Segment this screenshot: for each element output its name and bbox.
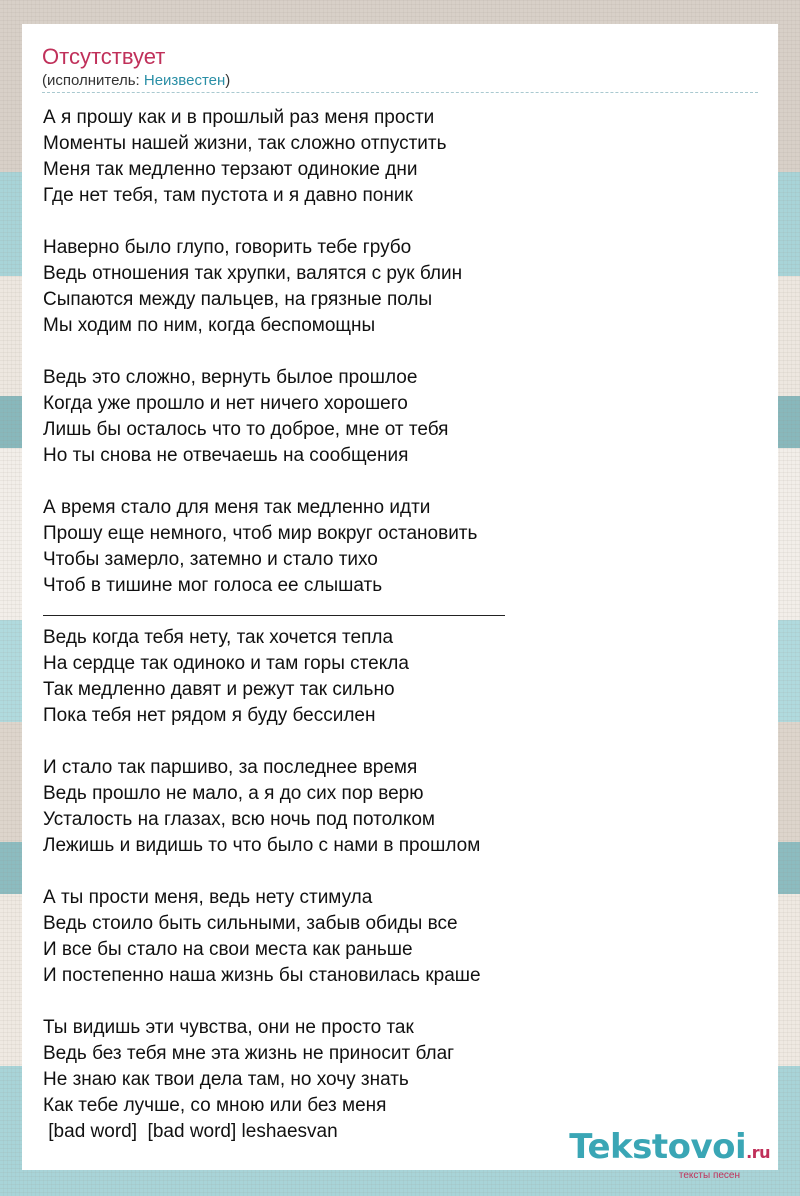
lyric-line: Лишь бы осталось что то доброе, мне от тебя [43, 419, 449, 440]
logo-tld: .ru [746, 1143, 770, 1162]
lyric-line: Наверно было глупо, говорить тебе грубо [43, 237, 412, 258]
site-logo[interactable] [569, 1127, 770, 1181]
lyric-line: Когда уже прошло и нет ничего хорошего [43, 393, 408, 414]
logo-brand [569, 1127, 770, 1170]
stanza-break [43, 469, 743, 495]
lyric-line: Ведь это сложно, вернуть былое прошлое [43, 367, 418, 388]
lyric-line: А я прошу как и в прошлый раз меня прости [43, 107, 435, 128]
lyric-line: Мы ходим по ним, когда беспомощны [43, 315, 376, 336]
lyric-line: Пока тебя нет рядом я буду бессилен [43, 705, 376, 726]
stanza-break [43, 209, 743, 235]
section-rule [43, 599, 743, 625]
lyric-line: И все бы стало на свои места как раньше [43, 939, 413, 960]
lyric-line: Где нет тебя, там пустота и я давно поник [43, 185, 413, 206]
lyric-line: На сердце так одиноко и там горы стекла [43, 653, 409, 674]
logo-tagline: тексты песен [678, 1170, 740, 1181]
lyrics-page [22, 24, 778, 1170]
lyric-line: Сыпаются между пальцев, на грязные полы [43, 289, 433, 310]
stanza-break [43, 859, 743, 885]
lyric-line: Как тебе лучше, со мною или без меня [43, 1095, 387, 1116]
artist-prefix: (исполнитель: [42, 72, 144, 89]
lyric-line: Ведь стоило быть сильными, забыв обиды все [43, 913, 458, 934]
stanza-break [43, 339, 743, 365]
lyric-line: Усталость на глазах, всю ночь под потолком [43, 809, 435, 830]
artist-line [42, 72, 230, 90]
lyric-line: Моменты нашей жизни, так сложно отпустить [43, 133, 447, 154]
lyric-line: Ты видишь эти чувства, они не просто так [43, 1017, 414, 1038]
artist-link[interactable]: Неизвестен [143, 72, 226, 89]
lyric-line: Так медленно давят и режут так сильно [43, 679, 395, 700]
lyric-line: И стало так паршиво, за последнее время [43, 757, 418, 778]
header-divider [42, 92, 758, 93]
stanza-break [43, 729, 743, 755]
lyric-line: Ведь без тебя мне эта жизнь не приносит благ [43, 1043, 455, 1064]
lyric-line: Не знаю как твои дела там, но хочу знать [43, 1069, 409, 1090]
stanza-break [43, 989, 743, 1015]
logo-brand-text: Tekstovoi [569, 1127, 747, 1167]
lyric-line: Меня так медленно терзают одинокие дни [43, 159, 418, 180]
lyrics-text [43, 105, 743, 1145]
lyric-line: Чтобы замерло, затемно и стало тихо [43, 549, 378, 570]
lyric-line: Но ты снова не отвечаешь на сообщения [43, 445, 409, 466]
lyric-line: Прошу еще немного, чтоб мир вокруг остановить [43, 523, 478, 544]
lyric-line: Лежишь и видишь то что было с нами в прошлом [43, 835, 481, 856]
artist-suffix: ) [225, 72, 231, 89]
lyric-line: Ведь когда тебя нету, так хочется тепла [43, 627, 394, 648]
lyric-line: Чтоб в тишине мог голоса ее слышать [43, 575, 383, 596]
song-title: Отсутствует [42, 44, 166, 69]
lyric-line: Ведь отношения так хрупки, валятся с рук блин [43, 263, 463, 284]
lyric-line: И постепенно наша жизнь бы становилась краше [43, 965, 481, 986]
lyric-line: А время стало для меня так медленно идти [43, 497, 431, 518]
lyric-line: [bad word] [bad word] leshaesvan [43, 1121, 338, 1142]
lyric-line: Ведь прошло не мало, а я до сих пор верю [43, 783, 424, 804]
lyric-line: А ты прости меня, ведь нету стимула [43, 887, 373, 908]
